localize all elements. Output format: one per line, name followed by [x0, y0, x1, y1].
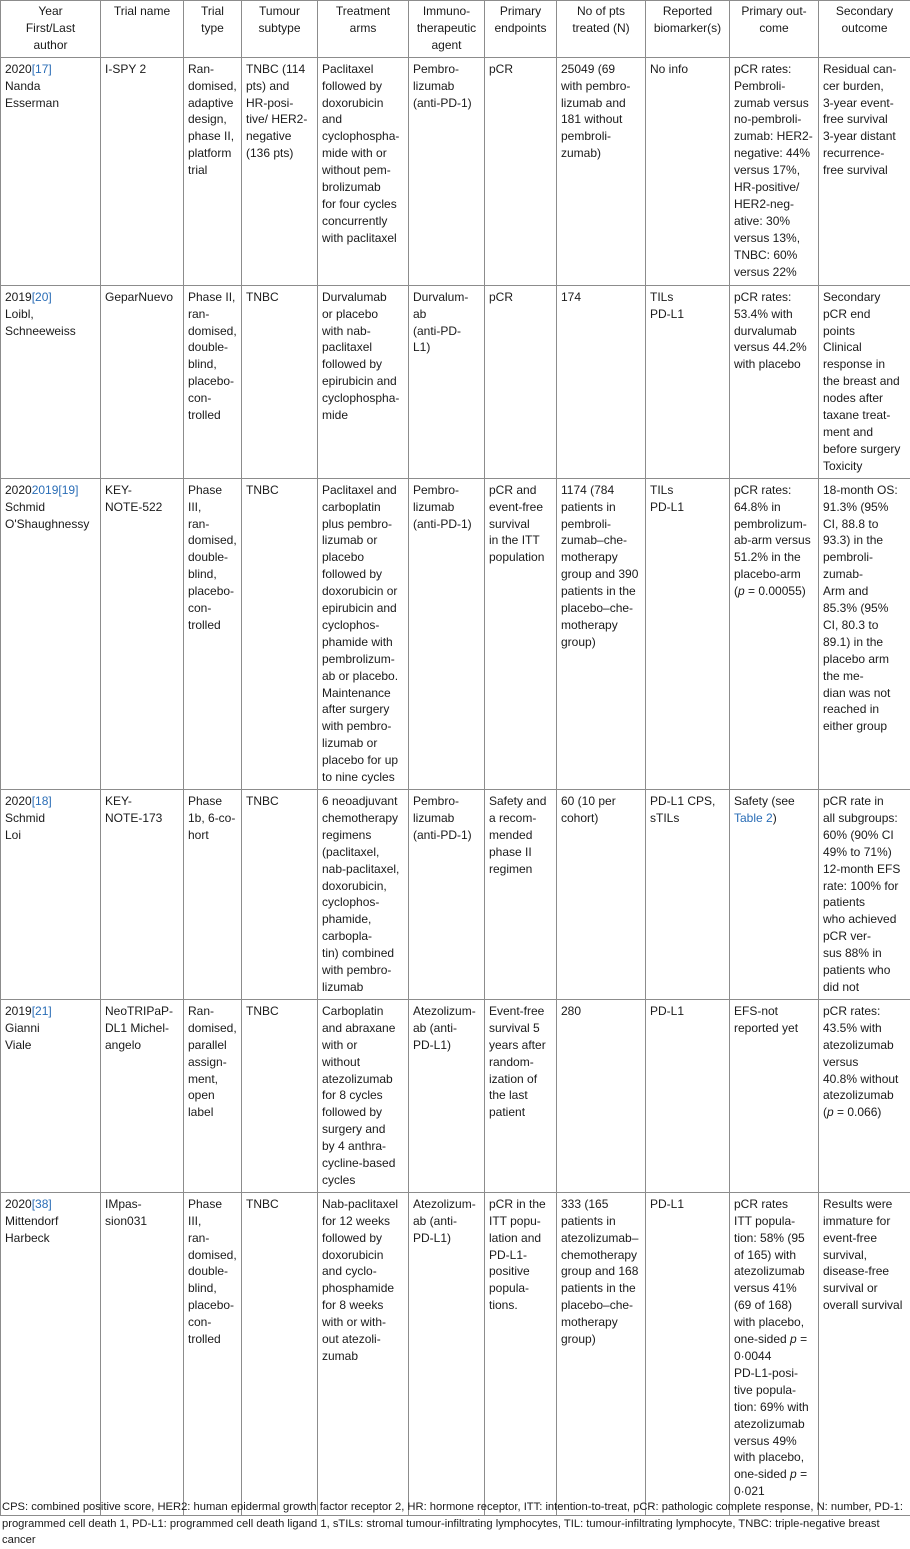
year-author-cell	[1, 999, 101, 1192]
reference-link[interactable]: [38]	[31, 1196, 52, 1211]
treatment-arms-cell: Durvalumab or placebo with nab- paclitaxel followed by epirubicin and cyclophospha- mide	[318, 285, 409, 478]
primary-outcome-text: pCR rates: 64.8% in pembrolizum- ab-arm versus 51.2% in the placebo-arm (	[734, 482, 811, 599]
secondary-outcome-cell: Secondary pCR end points Clinical response in the breast and nodes after taxane treat- ment and before surgery Toxicity	[819, 285, 910, 478]
primary-outcome-cell	[730, 1192, 819, 1515]
year: 2020	[5, 482, 32, 497]
primary-outcome-text: = 0·0044 PD-L1-posi- tive popula- tion: 69% with atezolizumab versus 49% with placebo, one-sided	[734, 1332, 809, 1482]
treatment-arms-cell: Carboplatin and abraxane with or without atezolizumab for 8 cycles followed by surgery and by 4 anthra- cycline-based cycles	[318, 999, 409, 1192]
secondary-outcome-text: pCR rates: 43.5% with atezolizumab versus 40.8% without atezolizumab (	[823, 1003, 899, 1120]
biomarker-cell: PD-L1 CPS, sTILs	[646, 790, 730, 1000]
authors: Mittendorf Harbeck	[5, 1213, 59, 1245]
trial-type-cell: Phase III, ran- domised, double- blind, placebo- con- trolled	[184, 1192, 242, 1515]
biomarker-cell: TILs PD-L1	[646, 285, 730, 478]
primary-outcome-cell	[730, 790, 819, 1000]
primary-outcome-cell	[730, 478, 819, 789]
subtype-cell: TNBC	[242, 285, 318, 478]
subtype-cell: TNBC	[242, 999, 318, 1192]
year: 2020	[5, 61, 32, 76]
header-year-author: Year First/Last author	[1, 1, 101, 58]
endpoints-cell: Event-free survival 5 years after random- ization of the last patient	[485, 999, 557, 1192]
trial-name-cell: KEY- NOTE-522	[101, 478, 184, 789]
patients-cell: 280	[557, 999, 646, 1192]
header-trial-type: Trial type	[184, 1, 242, 58]
subtype-cell: TNBC	[242, 790, 318, 1000]
agent-cell: Pembro- lizumab (anti-PD-1)	[409, 790, 485, 1000]
header-biomarkers: Reported biomarker(s)	[646, 1, 730, 58]
biomarker-cell: TILs PD-L1	[646, 478, 730, 789]
header-immunotherapeutic-agent: Immuno- therapeutic agent	[409, 1, 485, 58]
primary-outcome-text: Safety (see	[734, 794, 795, 808]
primary-outcome-cell: pCR rates: Pembroli- zumab versus no-pembroli- zumab: HER2- negative: 44% versus 17%, HR-positive/ HER2-neg- ative: 30% versus 13%, TNBC: 60% versus 22%	[730, 57, 819, 285]
year: 2020	[5, 1196, 32, 1211]
trial-name-cell: IMpas- sion031	[101, 1192, 184, 1515]
trial-type-cell: Phase III, ran- domised, double- blind, placebo- con- trolled	[184, 478, 242, 789]
p-value-symbol: p	[827, 1105, 834, 1120]
trial-type-cell: Ran- domised, adaptive design, phase II, platform trial	[184, 57, 242, 285]
year-author-cell	[1, 1192, 101, 1515]
endpoints-cell: pCR and event-free survival in the ITT population	[485, 478, 557, 789]
primary-outcome-cell: pCR rates: 53.4% with durvalumab versus 44.2% with placebo	[730, 285, 819, 478]
table-row	[1, 57, 910, 285]
agent-cell: Pembro- lizumab (anti-PD-1)	[409, 478, 485, 789]
agent-cell: Pembro- lizumab (anti-PD-1)	[409, 57, 485, 285]
year: 2020	[5, 794, 32, 808]
table-footnote: CPS: combined positive score, HER2: human epidermal growth factor receptor 2, HR: hormone receptor, ITT: intention-to-treat, pCR: pathologic complete response, N: number, PD-1: programmed cell death 1, PD-L1: programmed cell death ligand 1, sTILs: stromal tumour-infiltrating lymphocytes, TIL: tumour-infiltrating lymphocyte, TNBC: triple-negative breast cancer	[2, 1501, 904, 1546]
reference-link[interactable]: [21]	[31, 1003, 52, 1018]
reference-link[interactable]: [18]	[31, 794, 52, 808]
authors: Loibl, Schneeweiss	[5, 306, 76, 338]
primary-outcome-text: pCR rates ITT popula- tion: 58% (95 of 165) with atezolizumab versus 41% (69 of 168) with placebo, one-sided	[734, 1196, 805, 1347]
reference-link[interactable]: [20]	[31, 289, 52, 304]
patients-cell: 1174 (784 patients in pembroli- zumab–che- motherapy group and 390 patients in the placebo–che- motherapy group)	[557, 478, 646, 789]
biomarker-cell: PD-L1	[646, 999, 730, 1192]
secondary-outcome-text: = 0.066)	[833, 1105, 882, 1120]
table-row	[1, 999, 910, 1192]
year-author-cell	[1, 478, 101, 789]
subtype-cell: TNBC (114 pts) and HR-posi- tive/ HER2- negative (136 pts)	[242, 57, 318, 285]
secondary-outcome-cell: pCR rate in all subgroups: 60% (90% CI 49% to 71%) 12-month EFS rate: 100% for patients who achieved pCR ver- sus 88% in patients who did not	[819, 790, 910, 1000]
primary-outcome-text: = 0.00055)	[744, 584, 806, 599]
header-treatment-arms: Treatment arms	[318, 1, 409, 58]
header-primary-outcome: Primary out- come	[730, 1, 819, 58]
year-author-cell	[1, 57, 101, 285]
authors: Nanda Esserman	[5, 78, 60, 110]
agent-cell: Atezolizum- ab (anti- PD-L1)	[409, 999, 485, 1192]
p-value-symbol: p	[790, 1332, 797, 1347]
trial-type-cell: Ran- domised, parallel assign- ment, open label	[184, 999, 242, 1192]
secondary-outcome-cell: 18-month OS: 91.3% (95% CI, 88.8 to 93.3) in the pembroli- zumab- Arm and 85.3% (95% CI, 80.3 to 89.1) in the placebo arm the me- dian was not reached in either group	[819, 478, 910, 789]
header-primary-endpoints: Primary endpoints	[485, 1, 557, 58]
reference-link[interactable]: 2019[19]	[31, 482, 79, 497]
trial-name-cell: I-SPY 2	[101, 57, 184, 285]
authors: Schmid Loi	[5, 810, 46, 842]
trial-type-cell: Phase II, ran- domised, double- blind, placebo- con- trolled	[184, 285, 242, 478]
reference-link[interactable]: [17]	[31, 61, 52, 76]
secondary-outcome-cell	[819, 999, 910, 1192]
table-row	[1, 790, 910, 1000]
year: 2019	[5, 289, 32, 304]
patients-cell: 174	[557, 285, 646, 478]
endpoints-cell: pCR	[485, 285, 557, 478]
subtype-cell: TNBC	[242, 478, 318, 789]
treatment-arms-cell: Paclitaxel followed by doxorubicin and cyclophospha- mide with or without pem- brolizumab for four cycles concurrently with paclitaxel	[318, 57, 409, 285]
patients-cell: 25049 (69 with pembro- lizumab and 181 without pembroli- zumab)	[557, 57, 646, 285]
subtype-cell: TNBC	[242, 1192, 318, 1515]
p-value-symbol: p	[790, 1467, 797, 1482]
p-value-symbol: p	[738, 584, 745, 599]
secondary-outcome-cell: Residual can- cer burden, 3-year event- free survival 3-year distant recurrence- free survival	[819, 57, 910, 285]
agent-cell: Atezolizum- ab (anti- PD-L1)	[409, 1192, 485, 1515]
trial-name-cell: NeoTRIPaP- DL1 Michel- angelo	[101, 999, 184, 1192]
agent-cell: Durvalum- ab (anti-PD- L1)	[409, 285, 485, 478]
header-secondary-outcome: Secondary outcome	[819, 1, 910, 58]
authors: Schmid O'Shaughnessy	[5, 499, 90, 531]
authors: Gianni Viale	[5, 1020, 40, 1052]
header-trial-name: Trial name	[101, 1, 184, 58]
table-row	[1, 1192, 910, 1515]
trial-name-cell: GeparNuevo	[101, 285, 184, 478]
endpoints-cell: pCR in the ITT popu- lation and PD-L1- positive popula- tions.	[485, 1192, 557, 1515]
primary-outcome-cell: EFS-not reported yet	[730, 999, 819, 1192]
header-number-treated: No of pts treated (N)	[557, 1, 646, 58]
patients-cell: 333 (165 patients in atezolizumab– chemotherapy group and 168 patients in the placebo–che- motherapy group)	[557, 1192, 646, 1515]
header-row	[1, 1, 910, 58]
endpoints-cell: pCR	[485, 57, 557, 285]
treatment-arms-cell: Paclitaxel and carboplatin plus pembro- lizumab or placebo followed by doxorubicin or epirubicin and cyclophos- phamide with pembrolizum- ab or placebo. Maintenance after surgery with pembro- lizumab or placebo for up to nine cycles	[318, 478, 409, 789]
year: 2019	[5, 1003, 32, 1018]
endpoints-cell: Safety and a recom- mended phase II regimen	[485, 790, 557, 1000]
year-author-cell	[1, 790, 101, 1000]
biomarker-cell: PD-L1	[646, 1192, 730, 1515]
biomarker-cell: No info	[646, 57, 730, 285]
secondary-outcome-cell: Results were immature for event-free survival, disease-free survival or overall survival	[819, 1192, 910, 1515]
primary-outcome-text: = 0·021	[734, 1467, 808, 1499]
year-author-cell	[1, 285, 101, 478]
trial-type-cell: Phase 1b, 6-co- hort	[184, 790, 242, 1000]
treatment-arms-cell: Nab-paclitaxel for 12 weeks followed by doxorubicin and cyclo- phosphamide for 8 weeks with or with- out atezoli- zumab	[318, 1192, 409, 1515]
table-row	[1, 285, 910, 478]
patients-cell: 60 (10 per cohort)	[557, 790, 646, 1000]
trial-name-cell: KEY- NOTE-173	[101, 790, 184, 1000]
table-row	[1, 478, 910, 789]
table-2-link[interactable]: Table 2	[734, 810, 773, 825]
primary-outcome-text: )	[772, 810, 777, 825]
header-tumour-subtype: Tumour subtype	[242, 1, 318, 58]
treatment-arms-cell: 6 neoadjuvant chemotherapy regimens (paclitaxel, nab-paclitaxel, doxorubicin, cyclophos- phamide, carbopla- tin) combined with pembro- lizumab	[318, 790, 409, 1000]
